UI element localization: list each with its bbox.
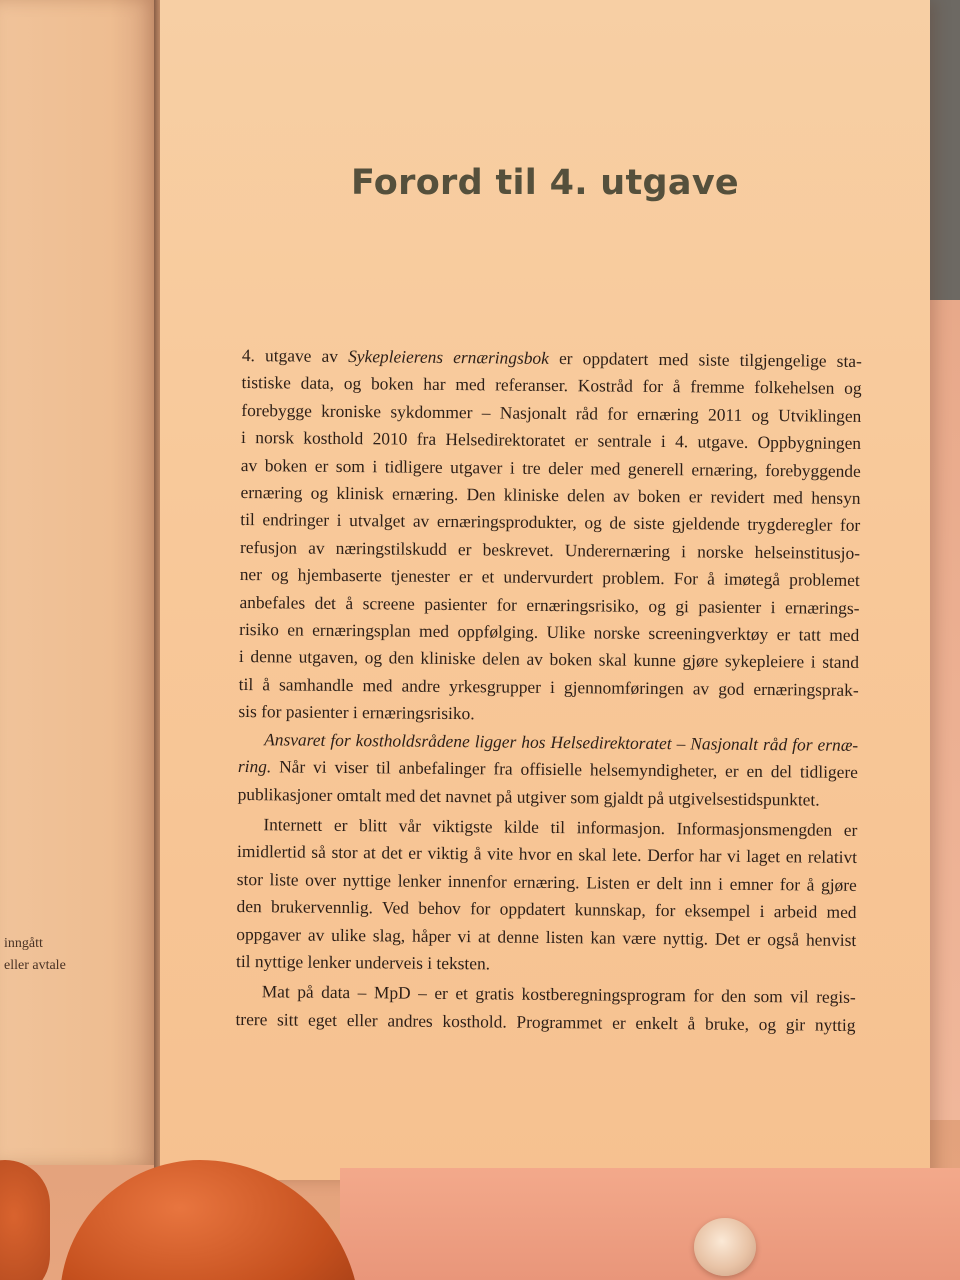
text-segment: publikasjoner omtalt med det navnet på utgiver som gjaldt på utgivelsestidspunktet. [237,783,820,810]
page-title: Forord til 4. utgave [351,163,739,203]
text-segment: av boken er som i tidligere utgaver i tre deler med generell ernæring, forebyggende [240,454,861,481]
text-segment: er oppdatert med siste tilgjengelige sta- [548,347,862,371]
text-segment: Mat på data – MpD – er et gratis kostberegningsprogram for den som vil regis- [261,981,856,1008]
left-page [0,0,158,1165]
text-segment-italic: Sykepleierens ernæringsbok [348,346,549,368]
text-line [238,780,858,813]
text-segment: trere sitt eget eller andres kosthold. Programmet er enkelt å bruke, og gir nyttig [235,1008,856,1035]
text-segment-italic: Ansvaret for kostholdsrådene ligger hos Helsedirektoratet – Nasjonalt råd for ernæ- [264,728,859,755]
background-surface [928,0,960,300]
text-segment: ernæring og klinisk ernæring. Den kliniske delen av boken er revidert med hensyn [240,482,861,508]
fabric [340,1168,960,1280]
text-segment: tistiske data, og boken har med referanser. Kostråd for å fremme folkehelsen og [241,372,862,399]
text-segment: til nyttige lenker underveis i teksten. [235,950,491,974]
text-segment: 4. utgave av [241,344,349,367]
text-segment: den brukervennlig. Ved behov for oppdatert kunnskap, for eksempel i arbeid med [236,896,857,923]
finger [0,1160,50,1280]
text-segment: stor liste over nyttige lenker innenfor ernæring. Listen er delt inn i emner for å gjøre [236,868,857,895]
text-segment: sis for pasienter i ernæringsrisiko. [238,701,475,724]
left-page-snippet: inngått [4,936,43,951]
background-fabric-edge [930,300,960,1120]
text-segment: anbefales det å screene pasienter for ernæringsrisiko, og gi pasienter i ernærings- [239,591,860,618]
text-segment-italic: ring. [237,756,272,777]
text-segment: Internett er blitt vår viktigste kilde til informasjon. Informasjonsmengden er [263,814,858,840]
text-segment: refusjon av næringstilskudd er beskrevet. Underernæring i norske helseinstitusjo- [239,536,861,563]
body-text [235,342,862,1039]
text-segment: Når vi viser til anbefalinger fra offisielle helsemyndigheter, er en del tidligere [271,756,858,783]
text-segment: i norsk kosthold 2010 fra Helsedirektoratet er sentrale i 4. utgave. Oppbygningen [240,427,862,454]
text-segment: til å samhandle med andre yrkesgrupper i gjennomføringen av god ernæringsprak- [238,673,859,700]
text-segment: til endringer i utvalget av ernæringsprodukter, og de siste gjeldende trygderegler for [240,509,861,536]
text-segment: forebygge kroniske sykdommer – Nasjonalt råd for ernæring 2011 og Utviklingen [241,399,862,426]
text-segment: oppgaver av ulike slag, håper vi at denne listen kan være nyttig. Det er også henvist [236,923,857,950]
shirt-button [694,1218,756,1276]
text-segment: i denne utgaven, og den kliniske delen av boken skal kunne gjøre sykepleiere i stand [238,646,860,673]
text-segment: risiko en ernæringsplan med oppfølging. Ulike norske screeningverktøy er tatt med [239,619,860,646]
text-segment: ner og hjembaserte tjenester er et undervurdert problem. For å imøtegå problemet [239,564,860,591]
left-page-snippet: eller avtale [4,958,66,973]
text-segment: imidlertid så stor at det er viktig å vite hvor en skal lete. Derfor har vi laget en relativt [237,841,858,868]
